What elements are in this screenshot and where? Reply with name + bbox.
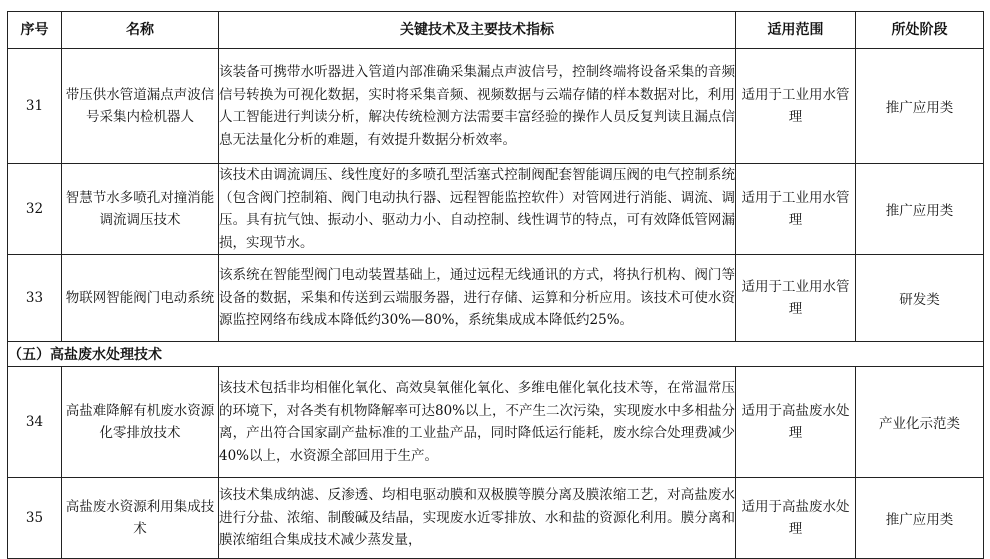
- row-name: 带压供水管道漏点声波信号采集内检机器人: [62, 49, 219, 164]
- row-index: 34: [8, 367, 62, 478]
- row-tech: 该技术由调流调压、线性度好的多喷孔型活塞式控制阀配套智能调压阀的电气控制系统（包含阀门控制箱、阀门电动执行器、远程智能监控软件）对管网进行消能、调流、调压。具有抗气蚀、振动小、驱动力小、自动控制、线性调节的特点，可有效降低管网漏损，实现节水。: [219, 164, 736, 255]
- row-name: 物联网智能阀门电动系统: [62, 255, 219, 342]
- table-row: [8, 255, 984, 342]
- table-header-row: [8, 12, 984, 49]
- row-scope: 适用于工业用水管理: [736, 255, 856, 342]
- table-row: [8, 164, 984, 255]
- row-tech: 该技术包括非均相催化氧化、高效臭氧催化氧化、多维电催化氧化技术等，在常温常压的环境下，对各类有机物降解率可达80%以上，不产生二次污染，实现废水中多相盐分离，产出符合国家副产盐标准的工业盐产品，同时降低运行能耗，废水综合处理费减少40%以上，水资源全部回用于生产。: [219, 367, 736, 478]
- row-stage: 推广应用类: [856, 478, 984, 559]
- table-row: [8, 367, 984, 478]
- header-stage: 所处阶段: [856, 12, 984, 49]
- row-index: 32: [8, 164, 62, 255]
- row-scope: 适用于高盐废水处理: [736, 367, 856, 478]
- row-index: 33: [8, 255, 62, 342]
- row-name: 高盐难降解有机废水资源化零排放技术: [62, 367, 219, 478]
- row-name: 智慧节水多喷孔对撞消能调流调压技术: [62, 164, 219, 255]
- row-index: 35: [8, 478, 62, 559]
- header-index: 序号: [8, 12, 62, 49]
- section-heading: （五）高盐废水处理技术: [8, 342, 984, 367]
- header-tech: 关键技术及主要技术指标: [219, 12, 736, 49]
- row-scope: 适用于高盐废水处理: [736, 478, 856, 559]
- technology-table: [7, 11, 984, 559]
- table-row: [8, 478, 984, 559]
- row-index: 31: [8, 49, 62, 164]
- row-stage: 推广应用类: [856, 164, 984, 255]
- header-name: 名称: [62, 12, 219, 49]
- row-scope: 适用于工业用水管理: [736, 49, 856, 164]
- row-stage: 研发类: [856, 255, 984, 342]
- row-scope: 适用于工业用水管理: [736, 164, 856, 255]
- header-scope: 适用范围: [736, 12, 856, 49]
- row-tech: 该系统在智能型阀门电动装置基础上，通过远程无线通讯的方式，将执行机构、阀门等设备的数据，采集和传送到云端服务器，进行存储、运算和分析应用。该技术可使水资源监控网络布线成本降低约30%—80%，系统集成成本降低约25%。: [219, 255, 736, 342]
- row-stage: 产业化示范类: [856, 367, 984, 478]
- row-stage: 推广应用类: [856, 49, 984, 164]
- row-tech: 该装备可携带水听器进入管道内部准确采集漏点声波信号，控制终端将设备采集的音频信号转换为可视化数据，实时将采集音频、视频数据与云端存储的样本数据对比，利用人工智能进行判读分析，解决传统检测方法需要丰富经验的操作人员反复判读且漏点信息无法量化分析的难题，有效提升数据分析效率。: [219, 49, 736, 164]
- section-row: [8, 342, 984, 367]
- table-row: [8, 49, 984, 164]
- row-tech: 该技术集成纳滤、反渗透、均相电驱动膜和双极膜等膜分离及膜浓缩工艺，对高盐废水进行分盐、浓缩、制酸碱及结晶，实现废水近零排放、水和盐的资源化利用。膜分离和膜浓缩组合集成技术减少蒸发量，: [219, 478, 736, 559]
- row-name: 高盐废水资源利用集成技术: [62, 478, 219, 559]
